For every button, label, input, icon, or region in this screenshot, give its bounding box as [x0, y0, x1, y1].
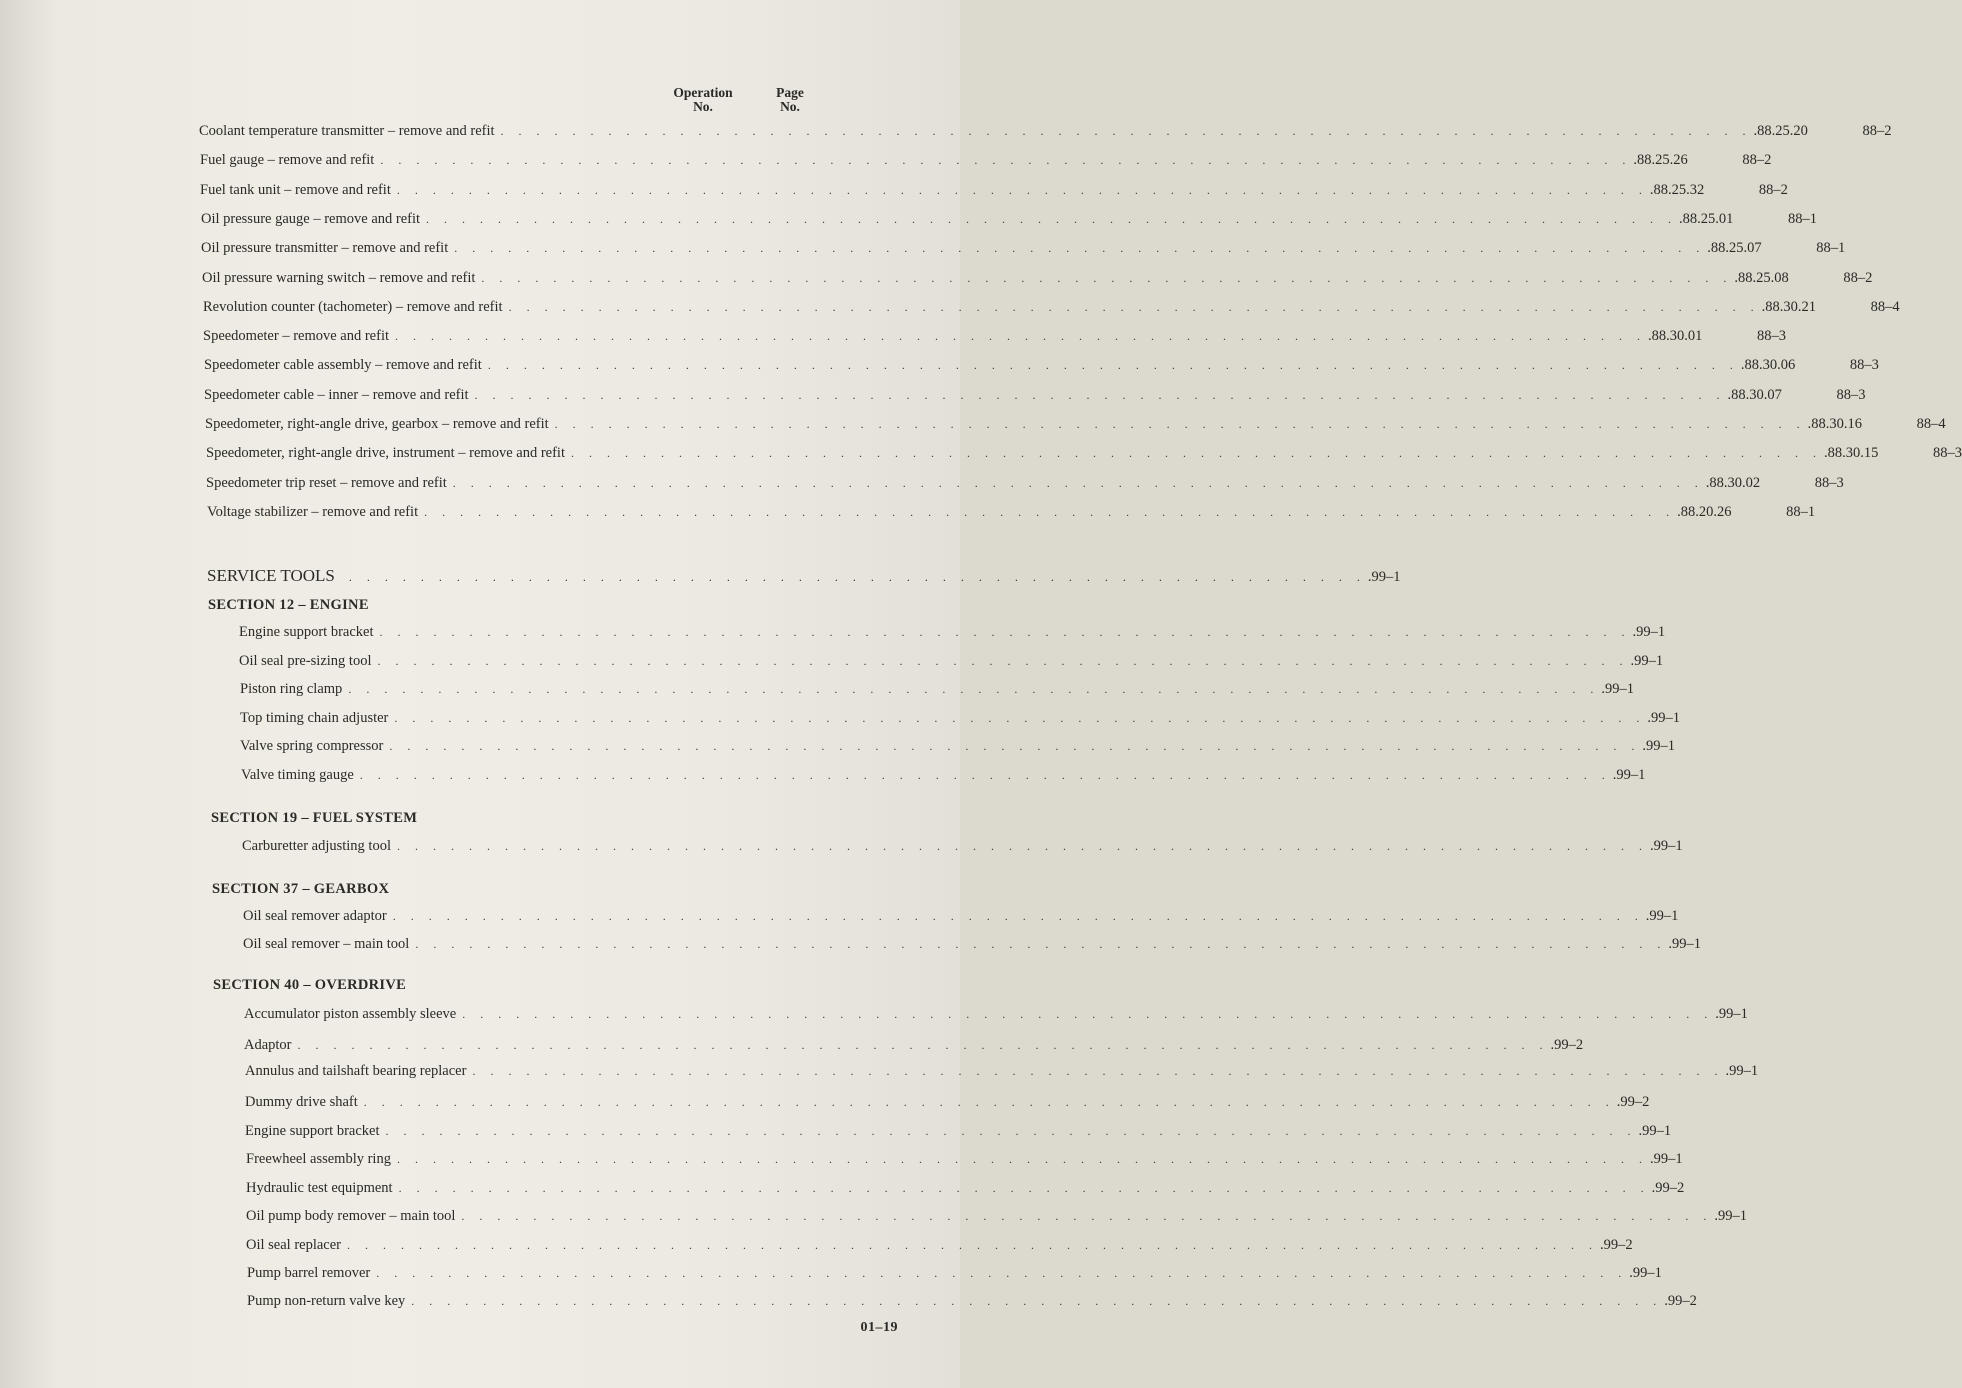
operation-number: .88.30.01	[1648, 328, 1703, 344]
tool-page-number: .99–1	[1642, 738, 1675, 754]
tool-row	[246, 1208, 1748, 1228]
tool-label: Adaptor	[244, 1037, 292, 1053]
page-number-cell: 88–3	[1814, 475, 1844, 491]
tool-row	[239, 624, 1666, 644]
tool-row	[242, 838, 1683, 858]
page-no-header	[770, 86, 810, 114]
tool-label: Dummy drive shaft	[245, 1094, 358, 1110]
section-heading: SECTION 40 – OVERDRIVE	[213, 977, 407, 993]
operation-label: Speedometer cable – inner – remove and refit	[204, 387, 469, 403]
tool-page-number: .99–1	[1612, 767, 1646, 783]
dot-leader: . . . . . . . . . . . . . . . . . . . . . . . . . . . . . . . . . . . . . . . . . . . . . . . . . . . . . . . . . . . . . . . . . . . . . .	[462, 1007, 1714, 1021]
tool-label: Oil seal remover adaptor	[243, 908, 387, 924]
tool-page-number: .99–1	[1725, 1063, 1759, 1079]
page-number-cell: 88–1	[1816, 240, 1846, 256]
section-heading: SECTION 19 – FUEL SYSTEM	[211, 810, 418, 826]
service-tools-heading	[207, 566, 1401, 586]
tool-page-number: .99–2	[1664, 1293, 1697, 1309]
operation-header-line1: Operation	[673, 85, 733, 100]
dot-leader: . . . . . . . . . . . . . . . . . . . . . . . . . . . . . . . . . . . . . . . . . . . . . . . . . . . . . . . . . . . . . . . . . . . . . .	[487, 358, 1739, 372]
tool-label: Piston ring clamp	[240, 681, 343, 697]
tool-label: Pump barrel remover	[247, 1265, 371, 1281]
tool-page-number: .99–2	[1550, 1037, 1584, 1053]
operation-number: .88.30.06	[1740, 357, 1796, 373]
operation-row	[205, 416, 1946, 436]
page-number-cell: 88–3	[1932, 445, 1962, 461]
dot-leader: . . . . . . . . . . . . . . . . . . . . . . . . . . . . . . . . . . . . . . . . . . . . . . . . . . . . . . . . . . . . . . . . . . . . . .	[424, 505, 1676, 519]
tool-page-number: .99–1	[1632, 624, 1666, 640]
tool-row	[246, 1180, 1685, 1200]
operation-row	[201, 240, 1846, 260]
dot-leader: . . . . . . . . . . . . . . . . . . . . . . . . . . . . . . . . . . . . . . . . . . . . . . . . . . . . . . . . . . . . . . . . . . . . . .	[363, 1095, 1615, 1109]
operation-row	[201, 211, 1818, 231]
tool-label: Oil seal pre-sizing tool	[239, 653, 372, 669]
tool-label: Oil seal replacer	[246, 1237, 342, 1253]
tool-label: Accumulator piston assembly sleeve	[244, 1006, 457, 1022]
tool-page-number: .99–1	[1638, 1123, 1672, 1139]
tool-page-number: .99–1	[1668, 936, 1701, 952]
dot-leader: . . . . . . . . . . . . . . . . . . . . . . . . . . . . . . . . . . . . . . . . . . . . . . . . . . . . . . . . .	[348, 570, 1366, 584]
tool-row	[244, 1037, 1584, 1057]
tool-row	[246, 1151, 1683, 1171]
tool-page-number: .99–1	[1629, 1265, 1662, 1281]
operation-row	[206, 475, 1844, 495]
tool-page-number: .99–1	[1715, 1006, 1748, 1022]
operation-label: Speedometer, right-angle drive, gearbox – remove and refit	[205, 416, 549, 432]
operation-label: Coolant temperature transmitter – remove and refit	[199, 123, 495, 139]
tool-row	[245, 1123, 1672, 1143]
tool-label: Oil pump body remover – main tool	[246, 1208, 456, 1224]
operation-number: .88.30.15	[1823, 445, 1879, 461]
dot-leader: . . . . . . . . . . . . . . . . . . . . . . . . . . . . . . . . . . . . . . . . . . . . . . . . . . . . . . . . . . . . . . . . . . . . . .	[297, 1038, 1549, 1052]
tool-row	[240, 681, 1634, 701]
operation-row	[203, 328, 1787, 348]
tool-page-number: .99–1	[1647, 710, 1681, 726]
operation-number: .88.30.07	[1727, 387, 1782, 403]
operation-label: Voltage stabilizer – remove and refit	[207, 504, 419, 520]
tool-label: Engine support bracket	[239, 624, 374, 640]
dot-leader: . . . . . . . . . . . . . . . . . . . . . . . . . . . . . . . . . . . . . . . . . . . . . . . . . . . . . . . . . . . . . . . . . . . . . .	[348, 682, 1600, 696]
dot-leader: . . . . . . . . . . . . . . . . . . . . . . . . . . . . . . . . . . . . . . . . . . . . . . . . . . . . . . . . . . . . . . . . . . . . . .	[472, 1064, 1724, 1078]
operation-number: .88.30.02	[1705, 475, 1761, 491]
tool-label: Annulus and tailshaft bearing replacer	[245, 1063, 467, 1079]
page-number-cell: 88–2	[1758, 182, 1788, 198]
tool-row	[240, 710, 1681, 730]
dot-leader: . . . . . . . . . . . . . . . . . . . . . . . . . . . . . . . . . . . . . . . . . . . . . . . . . . . . . . . . . . . . . . . . . . . . . .	[570, 446, 1822, 460]
operation-header-line2: No.	[693, 99, 713, 114]
page-number-cell: 88–1	[1788, 211, 1818, 227]
operation-label: Fuel gauge – remove and refit	[200, 152, 375, 168]
tool-label: Freewheel assembly ring	[246, 1151, 391, 1167]
dot-leader: . . . . . . . . . . . . . . . . . . . . . . . . . . . . . . . . . . . . . . . . . . . . . . . . . . . . . . . . . . . . . . . . . . . . . .	[385, 1124, 1637, 1138]
dot-leader: . . . . . . . . . . . . . . . . . . . . . . . . . . . . . . . . . . . . . . . . . . . . . . . . . . . . . . . . . . . . . . . . . . . . . .	[396, 1152, 1648, 1166]
tool-label: Engine support bracket	[245, 1123, 380, 1139]
operation-label: Oil pressure transmitter – remove and refit	[201, 240, 449, 256]
tool-row	[245, 1094, 1650, 1114]
tool-row	[239, 653, 1664, 673]
tool-label: Valve timing gauge	[241, 767, 354, 783]
page-number-cell: 88–3	[1836, 387, 1866, 403]
tool-page-number: .99–1	[1601, 681, 1634, 697]
tool-row	[240, 738, 1675, 758]
tool-label: Carburetter adjusting tool	[242, 838, 391, 854]
operation-row	[207, 504, 1816, 524]
operation-no-header	[664, 86, 742, 114]
dot-leader: . . . . . . . . . . . . . . . . . . . . . . . . . . . . . . . . . . . . . . . . . . . . . . . . . . . . . . . . . . . . . . . . . . . . . .	[461, 1209, 1713, 1223]
tool-page-number: .99–2	[1600, 1237, 1633, 1253]
operation-row	[199, 123, 1892, 143]
tool-page-number: .99–2	[1616, 1094, 1650, 1110]
dot-leader: . . . . . . . . . . . . . . . . . . . . . . . . . . . . . . . . . . . . . . . . . . . . . . . . . . . . . . . . . . . . . . . . . . . . . .	[398, 1181, 1650, 1195]
page-number-cell: 88–1	[1786, 504, 1816, 520]
dot-leader: . . . . . . . . . . . . . . . . . . . . . . . . . . . . . . . . . . . . . . . . . . . . . . . . . . . . . . . . . . . . . . . . . . . . . .	[554, 417, 1806, 431]
operation-number: .88.25.01	[1679, 211, 1734, 227]
operation-label: Speedometer – remove and refit	[203, 328, 390, 344]
tool-row	[247, 1293, 1697, 1313]
page-number-cell: 88–4	[1916, 416, 1946, 432]
tool-label: Valve spring compressor	[240, 738, 384, 754]
page-number-cell: 88–4	[1870, 299, 1900, 315]
dot-leader: . . . . . . . . . . . . . . . . . . . . . . . . . . . . . . . . . . . . . . . . . . . . . . . . . . . . . . . . . . . . . . . . . . . . . .	[394, 711, 1646, 725]
operation-label: Speedometer trip reset – remove and refit	[206, 475, 447, 491]
page-header-line1: Page	[776, 85, 804, 100]
operation-label: Oil pressure warning switch – remove and refit	[202, 270, 476, 286]
operation-number: .88.30.21	[1761, 299, 1816, 315]
operation-row	[203, 299, 1900, 319]
dot-leader: . . . . . . . . . . . . . . . . . . . . . . . . . . . . . . . . . . . . . . . . . . . . . . . . . . . . . . . . . . . . . . . . . . . . . .	[359, 768, 1611, 782]
dot-leader: . . . . . . . . . . . . . . . . . . . . . . . . . . . . . . . . . . . . . . . . . . . . . . . . . . . . . . . . . . . . . . . . . . . . . .	[415, 937, 1667, 951]
operation-row	[206, 445, 1962, 465]
tool-label: Hydraulic test equipment	[246, 1180, 393, 1196]
tool-row	[244, 1006, 1748, 1026]
operation-row	[204, 387, 1866, 407]
tool-row	[246, 1237, 1633, 1257]
tool-page-number: .99–1	[1650, 838, 1683, 854]
service-tools-page: .99–1	[1367, 569, 1401, 585]
section-heading: SECTION 37 – GEARBOX	[212, 881, 390, 897]
page-header-line2: No.	[780, 99, 800, 114]
tool-page-number: .99–1	[1630, 653, 1664, 669]
operation-label: Revolution counter (tachometer) – remove and refit	[203, 299, 503, 315]
tool-label: Top timing chain adjuster	[240, 710, 389, 726]
tool-row	[247, 1265, 1662, 1285]
tool-row	[245, 1063, 1759, 1083]
page-number-cell: 88–2	[1862, 123, 1892, 139]
tool-row	[241, 767, 1646, 787]
dot-leader: . . . . . . . . . . . . . . . . . . . . . . . . . . . . . . . . . . . . . . . . . . . . . . . . . . . . . . . . . . . . . . . . . . . . . .	[395, 329, 1647, 343]
dot-leader: . . . . . . . . . . . . . . . . . . . . . . . . . . . . . . . . . . . . . . . . . . . . . . . . . . . . . . . . . . . . . . . . . . . . . .	[347, 1238, 1599, 1252]
operation-row	[204, 357, 1879, 377]
dot-leader: . . . . . . . . . . . . . . . . . . . . . . . . . . . . . . . . . . . . . . . . . . . . . . . . . . . . . . . . . . . . . . . . . . . . . .	[454, 241, 1706, 255]
dot-leader: . . . . . . . . . . . . . . . . . . . . . . . . . . . . . . . . . . . . . . . . . . . . . . . . . . . . . . . . . . . . . . . . . . . . . .	[380, 153, 1632, 167]
tool-row	[243, 936, 1701, 956]
service-tools-title: SERVICE TOOLS	[207, 566, 335, 585]
dot-leader: . . . . . . . . . . . . . . . . . . . . . . . . . . . . . . . . . . . . . . . . . . . . . . . . . . . . . . . . . . . . . . . . . . . . . .	[508, 300, 1760, 314]
dot-leader: . . . . . . . . . . . . . . . . . . . . . . . . . . . . . . . . . . . . . . . . . . . . . . . . . . . . . . . . . . . . . . . . . . . . . .	[411, 1294, 1663, 1308]
page-number: 01–19	[860, 1320, 898, 1335]
dot-leader: . . . . . . . . . . . . . . . . . . . . . . . . . . . . . . . . . . . . . . . . . . . . . . . . . . . . . . . . . . . . . . . . . . . . . .	[481, 271, 1733, 285]
operation-number: .88.25.32	[1649, 182, 1705, 198]
tool-row	[243, 908, 1679, 928]
page-number-cell: 88–2	[1843, 270, 1873, 286]
dot-leader: . . . . . . . . . . . . . . . . . . . . . . . . . . . . . . . . . . . . . . . . . . . . . . . . . . . . . . . . . . . . . . . . . . . . . .	[474, 388, 1726, 402]
operation-label: Fuel tank unit – remove and refit	[200, 182, 391, 198]
dot-leader: . . . . . . . . . . . . . . . . . . . . . . . . . . . . . . . . . . . . . . . . . . . . . . . . . . . . . . . . . . . . . . . . . . . . . .	[426, 212, 1678, 226]
operation-number: .88.20.26	[1677, 504, 1732, 520]
tool-label: Pump non-return valve key	[247, 1293, 406, 1309]
operation-number: .88.25.07	[1707, 240, 1762, 256]
operation-row	[200, 182, 1788, 202]
operation-label: Oil pressure gauge – remove and refit	[201, 211, 421, 227]
dot-leader: . . . . . . . . . . . . . . . . . . . . . . . . . . . . . . . . . . . . . . . . . . . . . . . . . . . . . . . . . . . . . . . . . . . . . .	[452, 476, 1704, 490]
operation-label: Speedometer cable assembly – remove and refit	[204, 357, 482, 373]
operation-number: .88.25.26	[1633, 152, 1688, 168]
dot-leader: . . . . . . . . . . . . . . . . . . . . . . . . . . . . . . . . . . . . . . . . . . . . . . . . . . . . . . . . . . . . . . . . . . . . . .	[377, 654, 1629, 668]
operation-label: Speedometer, right-angle drive, instrument – remove and refit	[206, 445, 565, 461]
dot-leader: . . . . . . . . . . . . . . . . . . . . . . . . . . . . . . . . . . . . . . . . . . . . . . . . . . . . . . . . . . . . . . . . . . . . . .	[392, 909, 1644, 923]
tool-page-number: .99–1	[1649, 1151, 1683, 1167]
dot-leader: . . . . . . . . . . . . . . . . . . . . . . . . . . . . . . . . . . . . . . . . . . . . . . . . . . . . . . . . . . . . . . . . . . . . . .	[389, 739, 1641, 753]
dot-leader: . . . . . . . . . . . . . . . . . . . . . . . . . . . . . . . . . . . . . . . . . . . . . . . . . . . . . . . . . . . . . . . . . . . . . .	[397, 839, 1648, 853]
page-number-cell: 88–2	[1742, 152, 1772, 168]
operation-row	[200, 152, 1772, 172]
tool-label: Oil seal remover – main tool	[243, 936, 410, 952]
page-number-cell: 88–3	[1757, 328, 1787, 344]
dot-leader: . . . . . . . . . . . . . . . . . . . . . . . . . . . . . . . . . . . . . . . . . . . . . . . . . . . . . . . . . . . . . . . . . . . . . .	[396, 183, 1648, 197]
operation-number: .88.25.08	[1734, 270, 1789, 286]
dot-leader: . . . . . . . . . . . . . . . . . . . . . . . . . . . . . . . . . . . . . . . . . . . . . . . . . . . . . . . . . . . . . . . . . . . . . .	[379, 625, 1631, 639]
operation-number: .88.30.16	[1807, 416, 1863, 432]
tool-page-number: .99–1	[1645, 908, 1679, 924]
tool-page-number: .99–1	[1714, 1208, 1748, 1224]
dot-leader: . . . . . . . . . . . . . . . . . . . . . . . . . . . . . . . . . . . . . . . . . . . . . . . . . . . . . . . . . . . . . . . . . . . . . .	[376, 1266, 1628, 1280]
tool-page-number: .99–2	[1651, 1180, 1685, 1196]
dot-leader: . . . . . . . . . . . . . . . . . . . . . . . . . . . . . . . . . . . . . . . . . . . . . . . . . . . . . . . . . . . . . . . . . . . . . .	[500, 124, 1752, 138]
operation-row	[202, 270, 1873, 290]
page-number-cell: 88–3	[1849, 357, 1879, 373]
section-heading: SECTION 12 – ENGINE	[208, 597, 369, 613]
operation-number: .88.25.20	[1753, 123, 1808, 139]
